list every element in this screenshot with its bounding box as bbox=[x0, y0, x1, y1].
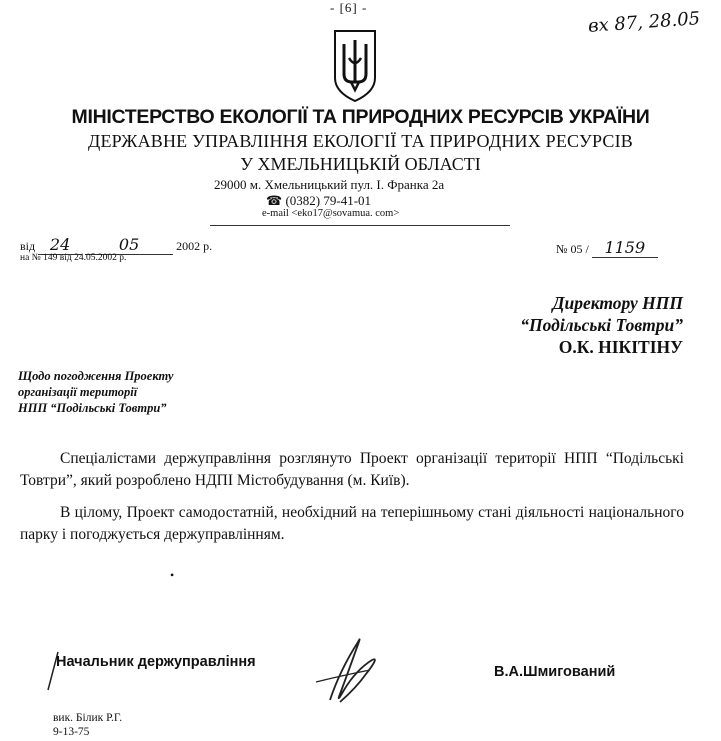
recipient-block bbox=[520, 292, 683, 358]
trident-emblem-icon bbox=[332, 28, 378, 104]
executor-phone: 9-13-75 bbox=[53, 726, 90, 738]
subject-line-3: НПП “Подільські Товтри” bbox=[18, 401, 167, 415]
ministry-title: МІНІСТЕРСТВО ЕКОЛОГІЇ ТА ПРИРОДНИХ РЕСУРСІВ УКРАЇНИ bbox=[71, 106, 650, 128]
email: e-mail <eko17@sovamua. com> bbox=[262, 208, 400, 219]
recipient-organization: “Подільські Товтри” bbox=[520, 315, 683, 335]
phone-icon: ☎ bbox=[266, 193, 283, 208]
recipient-position: Директору НПП bbox=[552, 293, 683, 313]
from-label: від bbox=[20, 239, 36, 253]
date-month: 05 bbox=[85, 235, 173, 255]
subject-line-2: організації території bbox=[18, 385, 138, 399]
signatory-name: В.А.Шмигований bbox=[494, 664, 616, 680]
letter-body bbox=[20, 448, 684, 556]
ink-dot: • bbox=[170, 568, 175, 582]
page-number: - [6] - bbox=[330, 0, 368, 15]
executor-name: вик. Білик Р.Г. bbox=[53, 712, 123, 724]
body-paragraph-1: Спеціалістами держуправління розглянуто Проект організації території НПП “Подільські Товтри”, який розроблено НДПІ Містобудування (м. Київ). bbox=[20, 450, 684, 489]
date-day: 24 bbox=[38, 235, 82, 255]
department-region: У ХМЕЛЬНИЦЬКІЙ ОБЛАСТІ bbox=[240, 154, 481, 174]
executor-block bbox=[53, 711, 122, 739]
subject-line-1: Щодо погодження Проекту bbox=[18, 369, 174, 383]
number-value: 1159 bbox=[592, 238, 658, 258]
recipient-name: О.К. НІКІТІНУ bbox=[558, 337, 683, 357]
department-title: ДЕРЖАВНЕ УПРАВЛІННЯ ЕКОЛОГІЇ ТА ПРИРОДНИХ РЕСУРСІВ bbox=[88, 131, 633, 151]
number-label: № 05 / bbox=[556, 242, 589, 256]
body-paragraph-2: В цілому, Проект самодостатній, необхідний на теперішньому стані діяльності національного парку і погоджується держуправлінням. bbox=[20, 504, 684, 543]
handwritten-signature-icon bbox=[40, 630, 400, 710]
phone-number: (0382) 79-41-01 bbox=[285, 193, 372, 208]
reference-line: на № 149 від 24.05.2002 р. bbox=[20, 253, 127, 263]
phone-line bbox=[266, 193, 371, 209]
letterhead-divider bbox=[210, 225, 510, 226]
signatory-title: Начальник держуправління bbox=[56, 654, 256, 670]
outgoing-number bbox=[556, 238, 658, 258]
date-year: 2002 р. bbox=[176, 239, 213, 253]
address: 29000 м. Хмельницький пул. І. Франка 2а bbox=[214, 177, 445, 192]
subject-block bbox=[18, 368, 173, 416]
handwritten-incoming-note: вх 87, 28.05 bbox=[587, 8, 701, 37]
